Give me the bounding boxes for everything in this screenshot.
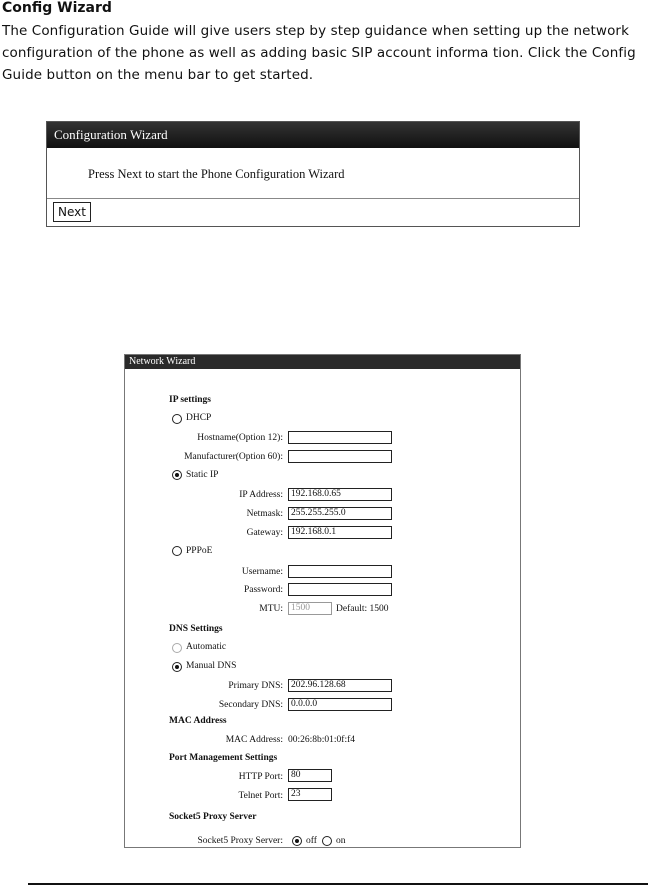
next-button[interactable]: Next (53, 202, 91, 222)
automatic-dns-radio[interactable] (172, 643, 182, 653)
footer-rule (28, 883, 648, 885)
dns-settings-heading: DNS Settings (169, 624, 223, 634)
config-wizard-title: Configuration Wizard (47, 122, 579, 148)
proxy-on-label: on (336, 836, 346, 846)
static-ip-radio[interactable] (172, 470, 182, 480)
ip-address-input[interactable]: 192.168.0.65 (288, 488, 392, 501)
pppoe-radio[interactable] (172, 546, 182, 556)
doc-heading: Config Wizard (2, 0, 112, 16)
telnet-port-label: Telnet Port: (238, 791, 283, 801)
pppoe-label: PPPoE (186, 546, 213, 556)
secondary-dns-label: Secondary DNS: (218, 700, 283, 710)
primary-dns-input[interactable]: 202.96.128.68 (288, 679, 392, 692)
netmask-label: Netmask: (246, 509, 283, 519)
ip-settings-heading: IP settings (169, 395, 211, 405)
manufacturer-input[interactable] (288, 450, 392, 463)
mac-address-value: 00:26:8b:01:0f:f4 (288, 735, 356, 745)
gateway-label: Gateway: (246, 528, 283, 538)
manual-dns-radio[interactable] (172, 662, 182, 672)
hostname-input[interactable] (288, 431, 392, 444)
port-management-heading: Port Management Settings (169, 753, 278, 763)
proxy-on-radio[interactable] (322, 836, 332, 846)
username-input[interactable] (288, 565, 392, 578)
telnet-port-input[interactable]: 23 (288, 788, 332, 801)
password-label: Password: (243, 585, 283, 595)
static-ip-label: Static IP (186, 470, 219, 480)
gateway-input[interactable]: 192.168.0.1 (288, 526, 392, 539)
hostname-label: Hostname(Option 12): (197, 433, 283, 443)
primary-dns-label: Primary DNS: (228, 681, 283, 691)
mtu-default-note: Default: 1500 (336, 604, 389, 614)
username-label: Username: (241, 567, 283, 577)
doc-intro-paragraph: The Configuration Guide will give users step by step guidance when setting up the network configuration of the phone as well as adding basic SIP account informa tion. Click the Config Guide button on the menu bar to get started. (2, 23, 636, 83)
dhcp-radio[interactable] (172, 414, 182, 424)
mac-address-heading: MAC Address (169, 716, 227, 726)
socket5-proxy-label: Socket5 Proxy Server: (197, 836, 283, 846)
socket5-proxy-heading: Socket5 Proxy Server (169, 812, 257, 822)
proxy-off-radio[interactable] (292, 836, 302, 846)
dhcp-label: DHCP (186, 413, 212, 423)
mtu-input[interactable]: 1500 (288, 602, 332, 615)
netmask-input[interactable]: 255.255.255.0 (288, 507, 392, 520)
proxy-off-label: off (306, 836, 317, 846)
http-port-label: HTTP Port: (238, 772, 283, 782)
password-input[interactable] (288, 583, 392, 596)
automatic-dns-label: Automatic (186, 642, 227, 652)
manual-dns-label: Manual DNS (186, 661, 237, 671)
mtu-label: MTU: (259, 604, 283, 614)
http-port-input[interactable]: 80 (288, 769, 332, 782)
network-wizard-panel (124, 354, 521, 848)
ip-address-label: IP Address: (239, 490, 283, 500)
manufacturer-label: Manufacturer(Option 60): (184, 452, 283, 462)
config-wizard-message: Press Next to start the Phone Configuration Wizard (88, 167, 345, 181)
secondary-dns-input[interactable]: 0.0.0.0 (288, 698, 392, 711)
mac-address-label: MAC Address: (225, 735, 283, 745)
network-wizard-title: Network Wizard (125, 355, 520, 369)
config-wizard-panel (46, 121, 580, 227)
